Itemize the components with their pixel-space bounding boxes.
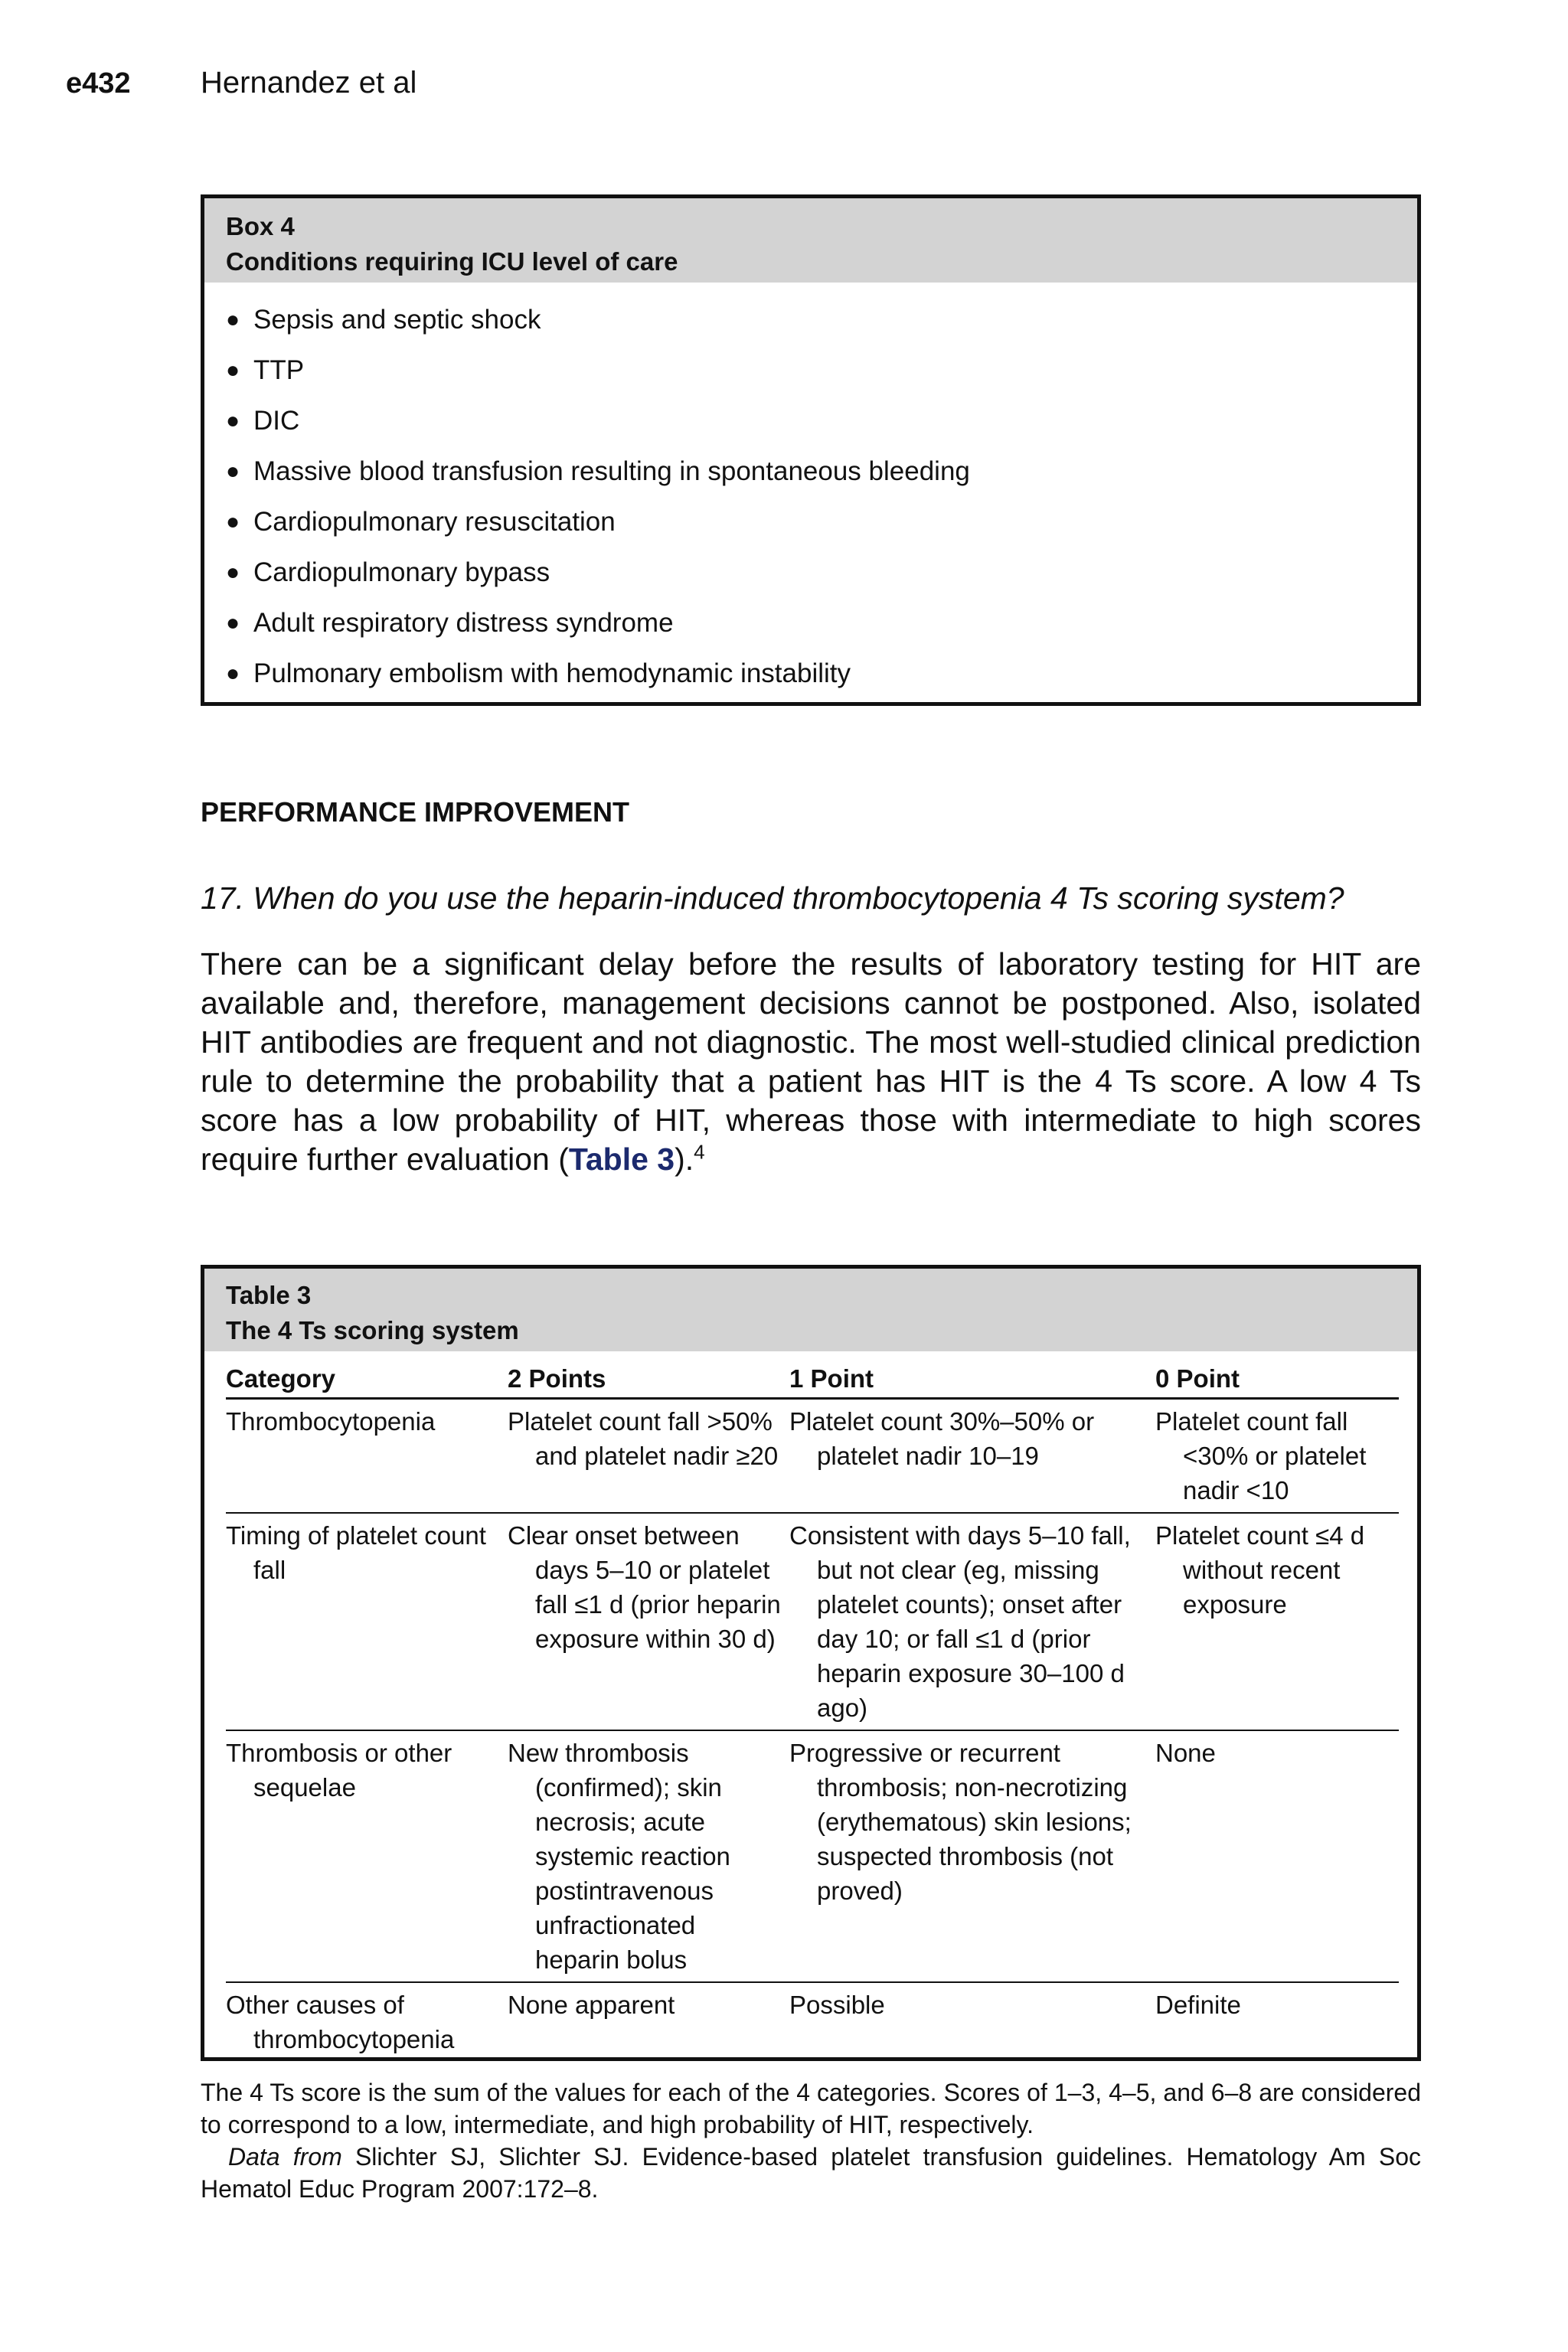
table-cell — [226, 1982, 508, 2061]
list-item-text: DIC — [253, 406, 300, 436]
table-cell — [508, 1399, 789, 1514]
source-text: Slichter SJ, Slichter SJ. Evidence-based platelet transfusion guidelines. Hematology Am Soc Hematol Educ Program 2007:172–8. — [201, 2143, 1422, 2203]
body-paragraph — [201, 945, 1421, 1179]
table-row — [226, 1399, 1399, 1514]
table-3 — [201, 1265, 1421, 2061]
paragraph-text: There can be a significant delay before the results of laboratory testing for HIT are available and, therefore, management decisions cannot be postponed. Also, isolated HIT antibodies are frequent and not diagnostic. The most well-studied clinical prediction rule to determine the probability that a patient has HIT is the 4 Ts score. A low 4 Ts score has a low probability of HIT, whereas those with intermediate to high scores require further evaluation ( — [201, 946, 1421, 1177]
question-heading: 17. When do you use the heparin-induced thrombocytopenia 4 Ts scoring system? — [201, 880, 1344, 916]
cell-text: Definite — [1155, 1991, 1241, 2019]
list-item-text: TTP — [253, 355, 305, 385]
table-cell — [1155, 1982, 1399, 2061]
cell-text: Timing of platelet count fall — [226, 1521, 486, 1584]
scoring-table — [226, 1361, 1399, 2061]
list-item-text: Sepsis and septic shock — [253, 305, 541, 335]
table-cell — [226, 1399, 508, 1514]
list-item-text: Cardiopulmonary resuscitation — [253, 507, 616, 537]
list-item — [226, 547, 1417, 598]
list-item — [226, 295, 1417, 345]
cell-text: Thrombocytopenia — [226, 1407, 436, 1436]
cell-text: Possible — [789, 1991, 885, 2019]
list-item — [226, 598, 1417, 648]
footnote-source — [201, 2141, 1421, 2205]
box-list — [204, 283, 1417, 699]
column-header: Category — [226, 1361, 508, 1399]
list-item — [226, 345, 1417, 396]
box-title: Conditions requiring ICU level of care — [226, 247, 678, 276]
list-item-text: Cardiopulmonary bypass — [253, 557, 550, 587]
table-title: The 4 Ts scoring system — [226, 1316, 519, 1344]
section-heading: PERFORMANCE IMPROVEMENT — [201, 796, 630, 828]
table-footnote — [201, 2076, 1421, 2205]
cell-text: None apparent — [508, 1991, 675, 2019]
list-item — [226, 648, 1417, 699]
table-cell — [1155, 1399, 1399, 1514]
cell-text: None — [1155, 1739, 1216, 1767]
source-label: Data from — [228, 2143, 342, 2171]
column-header: 2 Points — [508, 1361, 789, 1399]
paragraph-end: ). — [675, 1142, 694, 1177]
table-cell — [226, 1513, 508, 1730]
table-cell — [789, 1982, 1155, 2061]
page-header — [66, 66, 416, 112]
cell-text: Other causes of thrombocytopenia — [226, 1991, 455, 2053]
bullet-icon: ● — [226, 358, 240, 383]
list-item-text: Pulmonary embolism with hemodynamic instability — [253, 658, 851, 688]
bullet-icon: ● — [226, 610, 240, 635]
cell-text: Platelet count fall >50% and platelet nadir ≥20 — [508, 1407, 779, 1470]
table-row — [226, 1982, 1399, 2061]
table-row — [226, 1513, 1399, 1730]
cell-text: Consistent with days 5–10 fall, but not clear (eg, missing platelet counts); onset after day 10; or fall ≤1 d (prior heparin exposure 30–100 d ago) — [789, 1521, 1131, 1722]
list-item-text: Adult respiratory distress syndrome — [253, 608, 674, 638]
box-label: Box 4 — [226, 212, 295, 240]
cell-text: Platelet count fall <30% or platelet nadir <10 — [1155, 1407, 1367, 1504]
bullet-icon: ● — [226, 661, 240, 686]
citation-superscript[interactable]: 4 — [694, 1140, 705, 1164]
table-label: Table 3 — [226, 1281, 312, 1309]
table-cell — [508, 1730, 789, 1982]
column-header: 0 Point — [1155, 1361, 1399, 1399]
running-head: Hernandez et al — [201, 66, 417, 100]
box-header — [204, 198, 1417, 283]
box-4 — [201, 194, 1421, 706]
list-item — [226, 497, 1417, 547]
bullet-icon: ● — [226, 560, 240, 585]
table-cell — [508, 1982, 789, 2061]
cell-text: Platelet count ≤4 d without recent exposure — [1155, 1521, 1365, 1619]
table-cell — [789, 1513, 1155, 1730]
cell-text: Clear onset between days 5–10 or platelet fall ≤1 d (prior heparin exposure within 30 d) — [508, 1521, 781, 1653]
table-header-row — [226, 1361, 1399, 1399]
footnote-note: The 4 Ts score is the sum of the values for each of the 4 categories. Scores of 1–3, 4–5, and 6–8 are considered to correspond to a low, intermediate, and high probability of HIT, respectively. — [201, 2079, 1421, 2138]
table-cell — [508, 1513, 789, 1730]
table-3-link[interactable]: Table 3 — [568, 1142, 675, 1177]
cell-text: Platelet count 30%–50% or platelet nadir 10–19 — [789, 1407, 1095, 1470]
cell-text: Progressive or recurrent thrombosis; non-necrotizing (erythematous) skin lesions; suspected thrombosis (not proved) — [789, 1739, 1132, 1905]
column-header: 1 Point — [789, 1361, 1155, 1399]
table-cell — [1155, 1730, 1399, 1982]
list-item-text: Massive blood transfusion resulting in spontaneous bleeding — [253, 456, 970, 486]
bullet-icon: ● — [226, 459, 240, 484]
table-cell — [226, 1730, 508, 1982]
list-item — [226, 446, 1417, 497]
bullet-icon: ● — [226, 307, 240, 332]
page-number: e432 — [66, 67, 131, 100]
cell-text: Thrombosis or other sequelae — [226, 1739, 452, 1802]
table-cell — [789, 1399, 1155, 1514]
table-cell — [789, 1730, 1155, 1982]
cell-text: New thrombosis (confirmed); skin necrosis; acute systemic reaction postintravenous unfractionated heparin bolus — [508, 1739, 730, 1974]
table-header — [204, 1269, 1417, 1351]
table-cell — [1155, 1513, 1399, 1730]
table-row — [226, 1730, 1399, 1982]
bullet-icon: ● — [226, 509, 240, 534]
list-item — [226, 396, 1417, 446]
bullet-icon: ● — [226, 408, 240, 433]
